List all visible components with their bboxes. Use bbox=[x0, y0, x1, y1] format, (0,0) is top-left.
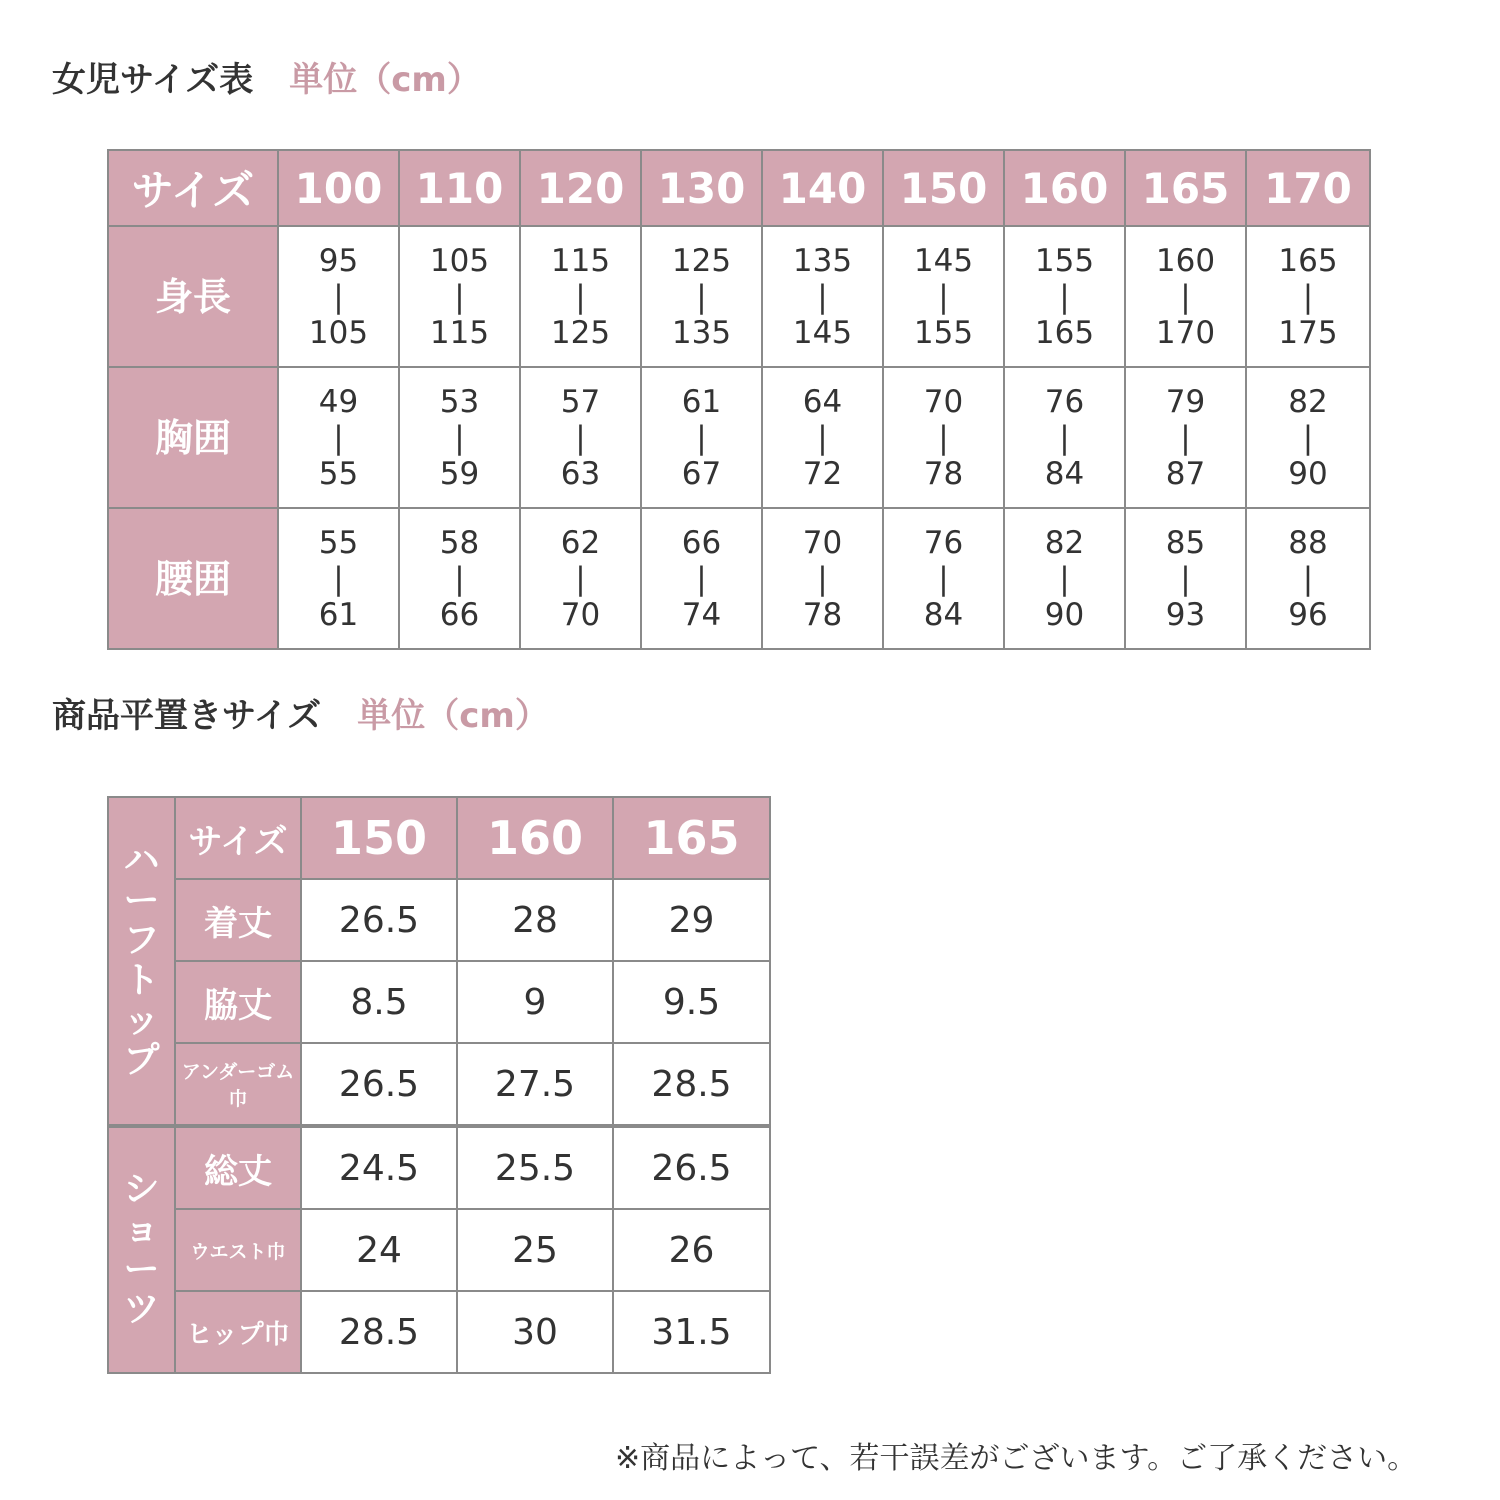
row-label-hip: 腰囲 bbox=[108, 508, 278, 649]
range-max: 59 bbox=[439, 455, 480, 492]
size-header-label: サイズ bbox=[108, 150, 278, 226]
row-label: 着丈 bbox=[175, 879, 301, 961]
range-cell bbox=[1004, 367, 1125, 508]
range-separator: | bbox=[575, 419, 586, 456]
table-row bbox=[108, 879, 770, 961]
range-max: 84 bbox=[1044, 455, 1085, 492]
range-max: 87 bbox=[1165, 455, 1206, 492]
table-cell: 26.5 bbox=[301, 879, 457, 961]
range-separator: | bbox=[454, 419, 465, 456]
table-row bbox=[108, 1209, 770, 1291]
range-separator: | bbox=[575, 278, 586, 315]
range-min: 115 bbox=[550, 242, 611, 279]
group-label-char: プ bbox=[123, 1040, 160, 1081]
girls-size-header-row bbox=[108, 150, 1370, 226]
range-separator: | bbox=[1180, 419, 1191, 456]
group-label-char: ツ bbox=[123, 1289, 160, 1330]
table-row bbox=[108, 508, 1370, 649]
range-cell bbox=[520, 367, 641, 508]
range-cell bbox=[1125, 367, 1246, 508]
table-row bbox=[108, 1126, 770, 1209]
range-cell bbox=[520, 508, 641, 649]
row-label: 脇丈 bbox=[175, 961, 301, 1043]
range-max: 66 bbox=[439, 596, 480, 633]
range-min: 76 bbox=[1044, 383, 1085, 420]
range-separator: | bbox=[1059, 419, 1070, 456]
range-min: 165 bbox=[1278, 242, 1338, 279]
group-label-shorts bbox=[108, 1126, 175, 1373]
flat-size-title bbox=[52, 688, 549, 737]
table-row bbox=[108, 226, 1370, 367]
range-separator: | bbox=[333, 419, 344, 456]
range-cell bbox=[1246, 226, 1370, 367]
row-label: ウエスト巾 bbox=[175, 1209, 301, 1291]
range-max: 78 bbox=[923, 455, 964, 492]
range-max: 115 bbox=[429, 314, 490, 351]
range-separator: | bbox=[696, 419, 707, 456]
range-min: 64 bbox=[802, 383, 843, 420]
range-separator: | bbox=[817, 419, 828, 456]
range-cell bbox=[641, 508, 762, 649]
table-cell: 9 bbox=[457, 961, 613, 1043]
range-min: 125 bbox=[671, 242, 732, 279]
range-min: 53 bbox=[439, 383, 480, 420]
table-row bbox=[108, 367, 1370, 508]
range-separator: | bbox=[938, 560, 949, 597]
range-separator: | bbox=[575, 560, 586, 597]
size-header-cell: 160 bbox=[1004, 150, 1125, 226]
group-label-char: ト bbox=[123, 960, 160, 1001]
range-min: 62 bbox=[560, 524, 601, 561]
range-min: 82 bbox=[1288, 383, 1328, 420]
size-header-cell: 150 bbox=[883, 150, 1004, 226]
table-cell: 24.5 bbox=[301, 1126, 457, 1209]
range-cell bbox=[399, 508, 520, 649]
range-min: 70 bbox=[802, 524, 843, 561]
range-separator: | bbox=[1180, 278, 1191, 315]
group-label-char: ッ bbox=[123, 1000, 160, 1041]
table-cell: 25.5 bbox=[457, 1126, 613, 1209]
table-cell: 26 bbox=[613, 1209, 770, 1291]
size-header-cell: 120 bbox=[520, 150, 641, 226]
range-separator: | bbox=[1059, 278, 1070, 315]
range-min: 145 bbox=[913, 242, 974, 279]
group-label-char: フ bbox=[123, 920, 160, 961]
range-max: 67 bbox=[681, 455, 722, 492]
range-cell bbox=[641, 226, 762, 367]
table-cell: 26.5 bbox=[613, 1126, 770, 1209]
table-cell: 8.5 bbox=[301, 961, 457, 1043]
group-label-char: シ bbox=[123, 1169, 160, 1210]
row-label-height: 身長 bbox=[108, 226, 278, 367]
table-row bbox=[108, 1043, 770, 1126]
range-cell bbox=[1125, 508, 1246, 649]
range-separator: | bbox=[333, 560, 344, 597]
range-separator: | bbox=[454, 278, 465, 315]
range-separator: | bbox=[938, 419, 949, 456]
range-min: 57 bbox=[560, 383, 601, 420]
girls-size-title-text: 女児サイズ表 bbox=[52, 60, 254, 100]
range-min: 82 bbox=[1044, 524, 1085, 561]
size-header-cell: 130 bbox=[641, 150, 762, 226]
range-max: 145 bbox=[792, 314, 853, 351]
range-min: 58 bbox=[439, 524, 480, 561]
range-max: 90 bbox=[1044, 596, 1085, 633]
group-label-char: ー bbox=[123, 1249, 160, 1290]
range-max: 74 bbox=[681, 596, 722, 633]
range-cell bbox=[1246, 508, 1370, 649]
range-min: 76 bbox=[923, 524, 964, 561]
group-label-char: ョ bbox=[123, 1209, 160, 1250]
range-min: 135 bbox=[792, 242, 853, 279]
size-header-cell: 160 bbox=[457, 797, 613, 879]
disclaimer-note: ※商品によって、若干誤差がございます。ご了承ください。 bbox=[615, 1441, 1418, 1476]
range-separator: | bbox=[1302, 560, 1314, 597]
range-cell bbox=[520, 226, 641, 367]
range-max: 63 bbox=[560, 455, 601, 492]
range-separator: | bbox=[1059, 560, 1070, 597]
range-max: 175 bbox=[1278, 314, 1338, 351]
range-max: 96 bbox=[1288, 596, 1328, 633]
range-max: 61 bbox=[318, 596, 359, 633]
range-min: 160 bbox=[1155, 242, 1216, 279]
range-cell bbox=[1004, 226, 1125, 367]
range-separator: | bbox=[1302, 419, 1314, 456]
range-cell bbox=[1004, 508, 1125, 649]
size-header-cell: 100 bbox=[278, 150, 399, 226]
range-max: 155 bbox=[913, 314, 974, 351]
table-cell: 28.5 bbox=[301, 1291, 457, 1373]
table-cell: 26.5 bbox=[301, 1043, 457, 1126]
range-min: 155 bbox=[1034, 242, 1095, 279]
range-min: 55 bbox=[318, 524, 359, 561]
range-min: 70 bbox=[923, 383, 964, 420]
flat-size-header-row bbox=[108, 797, 770, 879]
range-separator: | bbox=[817, 278, 828, 315]
range-cell bbox=[1125, 226, 1246, 367]
table-cell: 9.5 bbox=[613, 961, 770, 1043]
range-cell bbox=[883, 226, 1004, 367]
range-max: 84 bbox=[923, 596, 964, 633]
size-header-label: サイズ bbox=[175, 797, 301, 879]
table-row bbox=[108, 1291, 770, 1373]
range-separator: | bbox=[1302, 278, 1314, 315]
row-label: ヒップ巾 bbox=[175, 1291, 301, 1373]
row-label: 総丈 bbox=[175, 1126, 301, 1209]
table-cell: 30 bbox=[457, 1291, 613, 1373]
table-cell: 27.5 bbox=[457, 1043, 613, 1126]
range-separator: | bbox=[696, 278, 707, 315]
range-separator: | bbox=[817, 560, 828, 597]
flat-size-table bbox=[107, 796, 771, 1374]
range-cell bbox=[399, 226, 520, 367]
table-cell: 24 bbox=[301, 1209, 457, 1291]
girls-size-title bbox=[52, 52, 481, 101]
size-header-cell: 140 bbox=[762, 150, 883, 226]
group-label-halftop bbox=[108, 797, 175, 1126]
size-header-cell: 165 bbox=[613, 797, 770, 879]
range-max: 93 bbox=[1165, 596, 1206, 633]
range-separator: | bbox=[333, 278, 344, 315]
range-min: 66 bbox=[681, 524, 722, 561]
range-max: 125 bbox=[550, 314, 611, 351]
range-min: 85 bbox=[1165, 524, 1206, 561]
range-min: 95 bbox=[318, 242, 359, 279]
range-min: 105 bbox=[429, 242, 490, 279]
range-max: 105 bbox=[308, 314, 369, 351]
range-max: 78 bbox=[802, 596, 843, 633]
table-row bbox=[108, 961, 770, 1043]
range-max: 90 bbox=[1288, 455, 1328, 492]
range-separator: | bbox=[454, 560, 465, 597]
range-min: 61 bbox=[681, 383, 722, 420]
row-label-chest: 胸囲 bbox=[108, 367, 278, 508]
range-separator: | bbox=[696, 560, 707, 597]
group-label-char: ハ bbox=[123, 840, 160, 881]
girls-size-unit: 単位（cm） bbox=[289, 60, 481, 100]
range-cell bbox=[762, 508, 883, 649]
range-cell bbox=[883, 367, 1004, 508]
table-cell: 25 bbox=[457, 1209, 613, 1291]
size-header-cell: 170 bbox=[1246, 150, 1370, 226]
range-max: 72 bbox=[802, 455, 843, 492]
row-label: アンダーゴム巾 bbox=[175, 1043, 301, 1126]
range-cell bbox=[278, 226, 399, 367]
range-cell bbox=[762, 367, 883, 508]
range-min: 88 bbox=[1288, 524, 1328, 561]
size-header-cell: 165 bbox=[1125, 150, 1246, 226]
range-cell bbox=[883, 508, 1004, 649]
table-cell: 28 bbox=[457, 879, 613, 961]
range-cell bbox=[278, 367, 399, 508]
range-max: 70 bbox=[560, 596, 601, 633]
table-cell: 28.5 bbox=[613, 1043, 770, 1126]
table-cell: 29 bbox=[613, 879, 770, 961]
range-max: 135 bbox=[671, 314, 732, 351]
range-separator: | bbox=[1180, 560, 1191, 597]
range-separator: | bbox=[938, 278, 949, 315]
range-cell bbox=[399, 367, 520, 508]
size-header-cell: 110 bbox=[399, 150, 520, 226]
flat-size-unit: 単位（cm） bbox=[357, 696, 549, 736]
range-cell bbox=[762, 226, 883, 367]
size-header-cell: 150 bbox=[301, 797, 457, 879]
range-max: 55 bbox=[318, 455, 359, 492]
flat-size-title-text: 商品平置きサイズ bbox=[52, 696, 322, 736]
girls-size-table bbox=[107, 149, 1371, 650]
range-cell bbox=[278, 508, 399, 649]
table-cell: 31.5 bbox=[613, 1291, 770, 1373]
range-min: 49 bbox=[318, 383, 359, 420]
range-max: 170 bbox=[1155, 314, 1216, 351]
range-min: 79 bbox=[1165, 383, 1206, 420]
range-cell bbox=[1246, 367, 1370, 508]
group-label-char: ー bbox=[123, 880, 160, 921]
range-max: 165 bbox=[1034, 314, 1095, 351]
range-cell bbox=[641, 367, 762, 508]
